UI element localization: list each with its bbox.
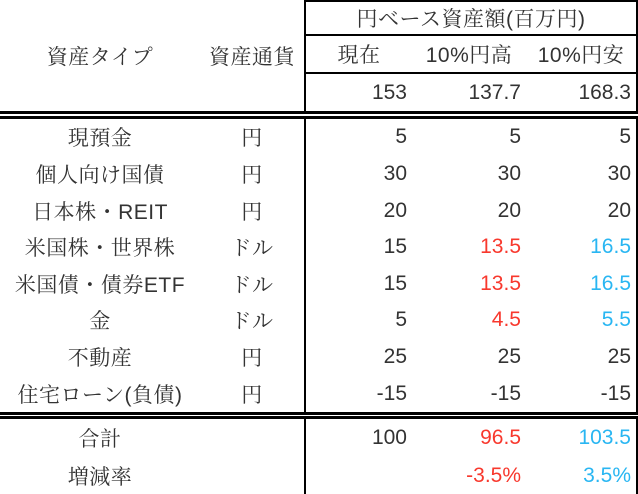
total-yen-up-value: 96.5 xyxy=(480,426,521,449)
total-label: 合計 xyxy=(78,428,122,451)
asset-type-cell: 米国株・世界株 xyxy=(24,237,176,261)
yen-up-value-cell: 13.5 xyxy=(480,271,521,295)
change-rate-label: 増減率 xyxy=(67,465,133,489)
value-columns-header xyxy=(306,0,638,111)
currency-cell: 円 xyxy=(200,119,306,156)
asset-type-cell: 住宅ローン(負債) xyxy=(17,383,183,407)
yen-up-value-cell: 4.5 xyxy=(491,308,521,332)
asset-type-cell: 個人向け国債 xyxy=(35,163,165,187)
currency-cell: ドル xyxy=(200,302,306,339)
table-row xyxy=(0,229,638,266)
table-row xyxy=(0,266,638,303)
currency-cell: 円 xyxy=(200,375,306,412)
change-rate-currency-cell xyxy=(200,457,306,494)
col-header-yen-down-10pct: 10%円安 xyxy=(526,36,638,72)
yen-down-value-cell: 20 xyxy=(526,192,638,229)
asset-type-header: 資産タイプ xyxy=(46,45,154,69)
yen-up-value-cell: 20 xyxy=(497,198,521,222)
change-rate-row xyxy=(0,457,638,494)
yen-up-value-cell: 13.5 xyxy=(480,235,521,259)
change-rate-yen-up-value: -3.5% xyxy=(466,463,521,487)
exchange-yen-up-value: 137.7 xyxy=(468,80,521,104)
yen-down-value-cell: 5 xyxy=(526,119,638,156)
yen-down-value-cell: 16.5 xyxy=(526,229,638,266)
table-header xyxy=(0,0,638,111)
table-row xyxy=(0,119,638,156)
yen-up-value-cell: 5 xyxy=(509,125,521,149)
current-value-cell: -15 xyxy=(376,381,407,405)
exchange-yen-down-value: 168.3 xyxy=(526,74,638,111)
current-value-cell: 30 xyxy=(383,161,407,185)
current-value-cell: 20 xyxy=(383,198,407,222)
exchange-rate-row xyxy=(306,74,638,111)
yen-down-value-cell: 25 xyxy=(526,339,638,376)
exchange-current-value: 153 xyxy=(371,80,407,104)
change-rate-yen-down-value: 3.5% xyxy=(526,457,638,494)
yen-up-value-cell: 30 xyxy=(497,161,521,185)
double-rule-bottom xyxy=(0,412,638,419)
currency-cell: ドル xyxy=(200,229,306,266)
table-row xyxy=(0,192,638,229)
total-yen-down-value: 103.5 xyxy=(526,419,638,457)
asset-type-cell: 不動産 xyxy=(67,347,133,371)
total-current-value: 100 xyxy=(371,426,407,449)
total-row xyxy=(0,419,638,457)
table-body xyxy=(0,119,638,412)
total-currency-cell xyxy=(200,419,306,457)
table-row xyxy=(0,156,638,193)
yen-up-value-cell: 25 xyxy=(497,345,521,369)
current-value-cell: 5 xyxy=(395,125,407,149)
current-value-cell: 15 xyxy=(383,235,407,259)
currency-cell: 円 xyxy=(200,156,306,193)
currency-cell: 円 xyxy=(200,339,306,376)
table-row xyxy=(0,302,638,339)
double-rule-top xyxy=(0,111,638,119)
asset-type-cell: 現預金 xyxy=(67,127,133,151)
current-value-cell: 25 xyxy=(383,345,407,369)
yen-down-value-cell: 5.5 xyxy=(526,302,638,339)
col-header-current: 現在 xyxy=(337,44,381,67)
currency-cell: ドル xyxy=(200,266,306,303)
currency-cell: 円 xyxy=(200,192,306,229)
current-value-cell: 15 xyxy=(383,271,407,295)
yen-down-value-cell: -15 xyxy=(526,375,638,412)
scenario-column-headers xyxy=(306,36,638,74)
yen-down-value-cell: 30 xyxy=(526,156,638,193)
col-header-yen-up-10pct: 10%円高 xyxy=(425,44,513,67)
table-row xyxy=(0,339,638,376)
table-row xyxy=(0,375,638,412)
current-value-cell: 5 xyxy=(395,308,407,332)
asset-type-cell: 金 xyxy=(89,310,111,334)
change-rate-current-value xyxy=(306,457,412,494)
yen-up-value-cell: -15 xyxy=(490,381,521,405)
asset-currency-header: 資産通貨 xyxy=(200,0,306,111)
yen-down-value-cell: 16.5 xyxy=(526,266,638,303)
group-header-yen-base-assets: 円ベース資産額(百万円) xyxy=(306,0,638,36)
asset-type-cell: 日本株・REIT xyxy=(32,200,168,224)
asset-type-cell: 米国債・債券ETF xyxy=(14,273,186,297)
